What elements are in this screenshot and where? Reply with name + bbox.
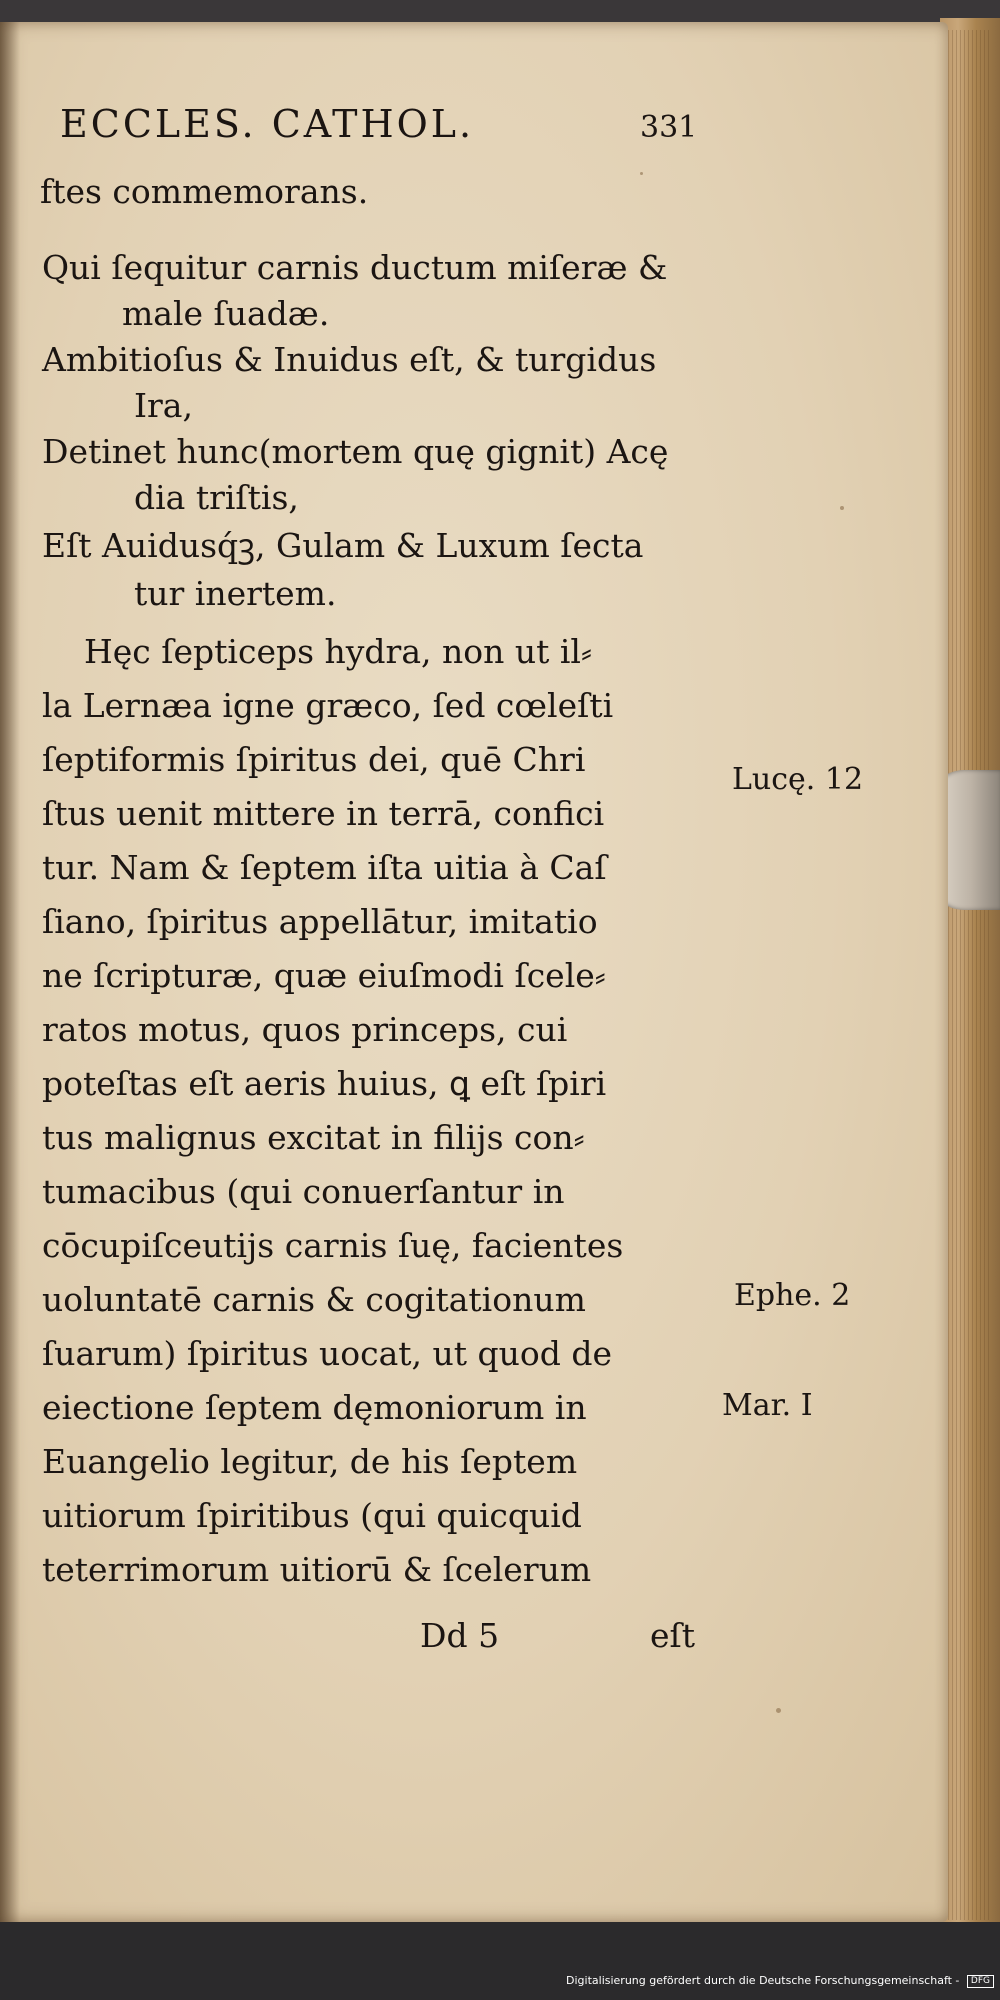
- paper-speck: [640, 172, 643, 175]
- verse-line: tur inertem.: [134, 574, 337, 613]
- digitization-credit: [0, 1974, 994, 1988]
- text-line: Euangelio legitur, de his ſeptem: [42, 1442, 578, 1481]
- verse-line: Ambitioſus & Inuidus eſt, & turgidus: [42, 340, 657, 379]
- text-line: teterrimorum uitiorū & ſcelerum: [42, 1550, 592, 1589]
- text-line: ratos motus, quos princeps, cui: [42, 1010, 568, 1049]
- text-line: ſeptiformis ſpiritus dei, quē Chri: [42, 740, 586, 779]
- margin-note: Lucę. 12: [732, 762, 864, 797]
- gutter-shadow: [0, 22, 20, 1922]
- text-line: tur. Nam & ſeptem iſta uitia à Caſ: [42, 848, 607, 887]
- folio-number: 331: [640, 110, 698, 145]
- text-line: ſiano, ſpiritus appellātur, imitatio: [42, 902, 598, 941]
- dfg-logo: DFG: [967, 1975, 994, 1988]
- verse-line: Detinet hunc(mortem quę gignit) Acę: [42, 432, 669, 471]
- page-text-block: [0, 22, 948, 1922]
- margin-note: Mar. I: [722, 1388, 813, 1423]
- paper-speck: [840, 506, 844, 510]
- text-line: uitiorum ſpiritibus (qui quicquid: [42, 1496, 582, 1535]
- text-line: ſtus uenit mittere in terrā, confici: [42, 794, 605, 833]
- text-line: uoluntatē carnis & cogitationum: [42, 1280, 586, 1319]
- text-line: la Lernæa igne græco, ſed cœleſti: [42, 686, 614, 725]
- verse-line: Eſt Auidusq́ꝫ, Gulam & Luxum ſecta: [42, 526, 644, 565]
- verse-line: male ſuadæ.: [122, 294, 330, 333]
- catchword: eſt: [650, 1616, 696, 1655]
- text-line: Hęc ſepticeps hydra, non ut il⸗: [84, 632, 592, 671]
- bottom-dark-band: [0, 1922, 1000, 2000]
- paper-speck: [776, 1708, 781, 1713]
- signature-mark: Dd 5: [420, 1616, 500, 1655]
- verse-line: dia triſtis,: [134, 478, 299, 517]
- text-line: tus malignus excitat in filijs con⸗: [42, 1118, 585, 1157]
- text-line: ne ſcripturæ, quæ eiuſmodi ſcele⸗: [42, 956, 606, 995]
- book-page: [0, 22, 948, 1922]
- verse-line: Ira,: [134, 386, 193, 425]
- running-head: ECCLES. CATHOL.: [60, 102, 475, 146]
- page-edges: [944, 30, 990, 1920]
- text-line: tumacibus (qui conuerſantur in: [42, 1172, 565, 1211]
- text-line: ſuarum) ſpiritus uocat, ut quod de: [42, 1334, 613, 1373]
- text-line: eiectione ſeptem dęmoniorum in: [42, 1388, 587, 1427]
- credit-text: Digitalisierung gefördert durch die Deutsche Forschungsgemeinschaft -: [566, 1974, 960, 1987]
- margin-note: Ephe. 2: [734, 1278, 851, 1313]
- text-line: cōcupiſceutijs carnis ſuę, facientes: [42, 1226, 624, 1265]
- verse-line: Qui ſequitur carnis ductum miſeræ &: [42, 248, 668, 287]
- text-line: poteſtas eſt aeris huius, ꝗ eſt ſpiri: [42, 1064, 607, 1103]
- text-line: ftes commemorans.: [40, 172, 369, 211]
